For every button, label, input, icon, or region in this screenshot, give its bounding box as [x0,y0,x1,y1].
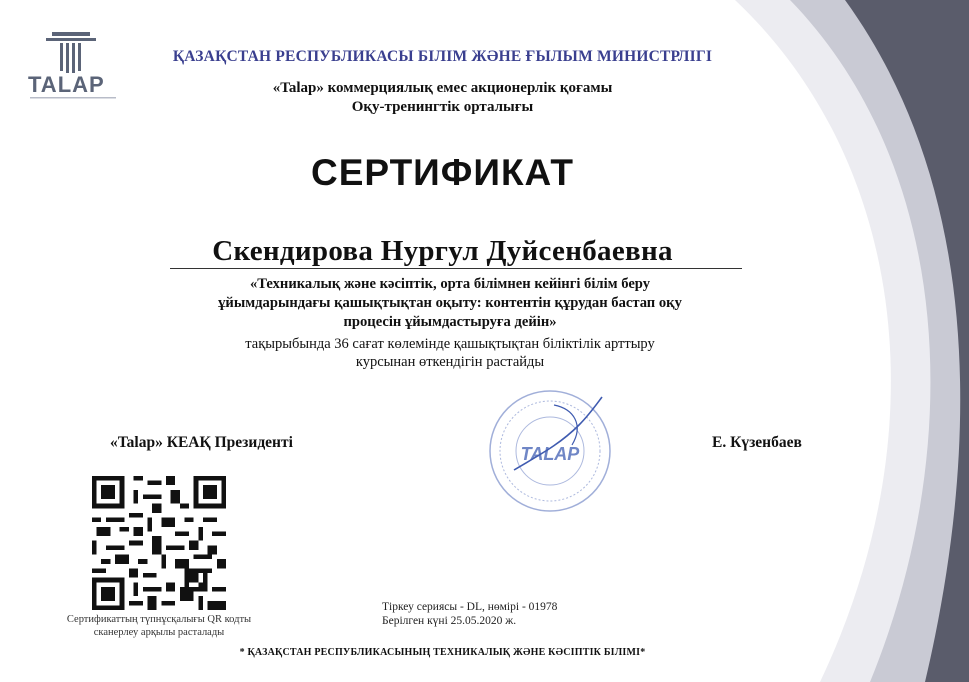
organization-line-1: «Talap» коммерциялық емес акционерлік қоғамы [272,80,613,96]
name-underline [170,268,742,269]
signatory-name: Е. Күзенбаев [712,434,802,451]
course-title [150,275,750,332]
ministry-heading: ҚАЗАҚСТАН РЕСПУБЛИКАСЫ БІЛІМ ЖӘНЕ ҒЫЛЫМ МИНИСТРЛІГІ [172,48,713,65]
course-line-2: ұйымдарындағы қашықтықтан оқыту: контентін құрудан бастап оқу [218,295,682,311]
registration-series: Тіркеу сериясы - DL, нөмірі - 01978 [382,601,558,613]
official-stamp [484,385,616,517]
qr-code [92,476,226,610]
qr-caption [56,613,262,639]
qr-caption-line-2: сканерлеу арқылы расталады [93,627,225,638]
qr-caption-line-1: Сертификаттың түпнұсқалығы QR кодты [66,614,252,625]
course-line-3: процесін ұйымдастыруға дейін» [343,314,557,330]
body-line-2: курсынан өткендігін растайды [355,354,545,370]
logo-text: TALAP [28,72,105,97]
registration-info [382,600,557,628]
recipient-name: Скендирова Нургул Дуйсенбаевна [212,235,673,267]
president-title: «Talap» КЕАҚ Президенті [110,434,293,451]
certificate-title: СЕРТИФИКАТ [310,152,575,193]
issue-date: Берілген күні 25.05.2020 ж. [382,615,517,627]
stamp-text: TALAP [520,444,580,464]
organization-line-2: Оқу-тренингтік орталығы [351,99,534,115]
footer-slogan: * ҚАЗАҚСТАН РЕСПУБЛИКАСЫНЫҢ ТЕХНИКАЛЫҚ ЖӘНЕ КӘСІПТІК БІЛІМІ* [239,647,646,658]
course-line-1: «Техникалық және кәсіптік, орта білімнен кейінгі білім беру [249,276,651,292]
body-line-1: тақырыбында 36 сағат көлемінде қашықтықтан біліктілік арттыру [245,336,655,352]
